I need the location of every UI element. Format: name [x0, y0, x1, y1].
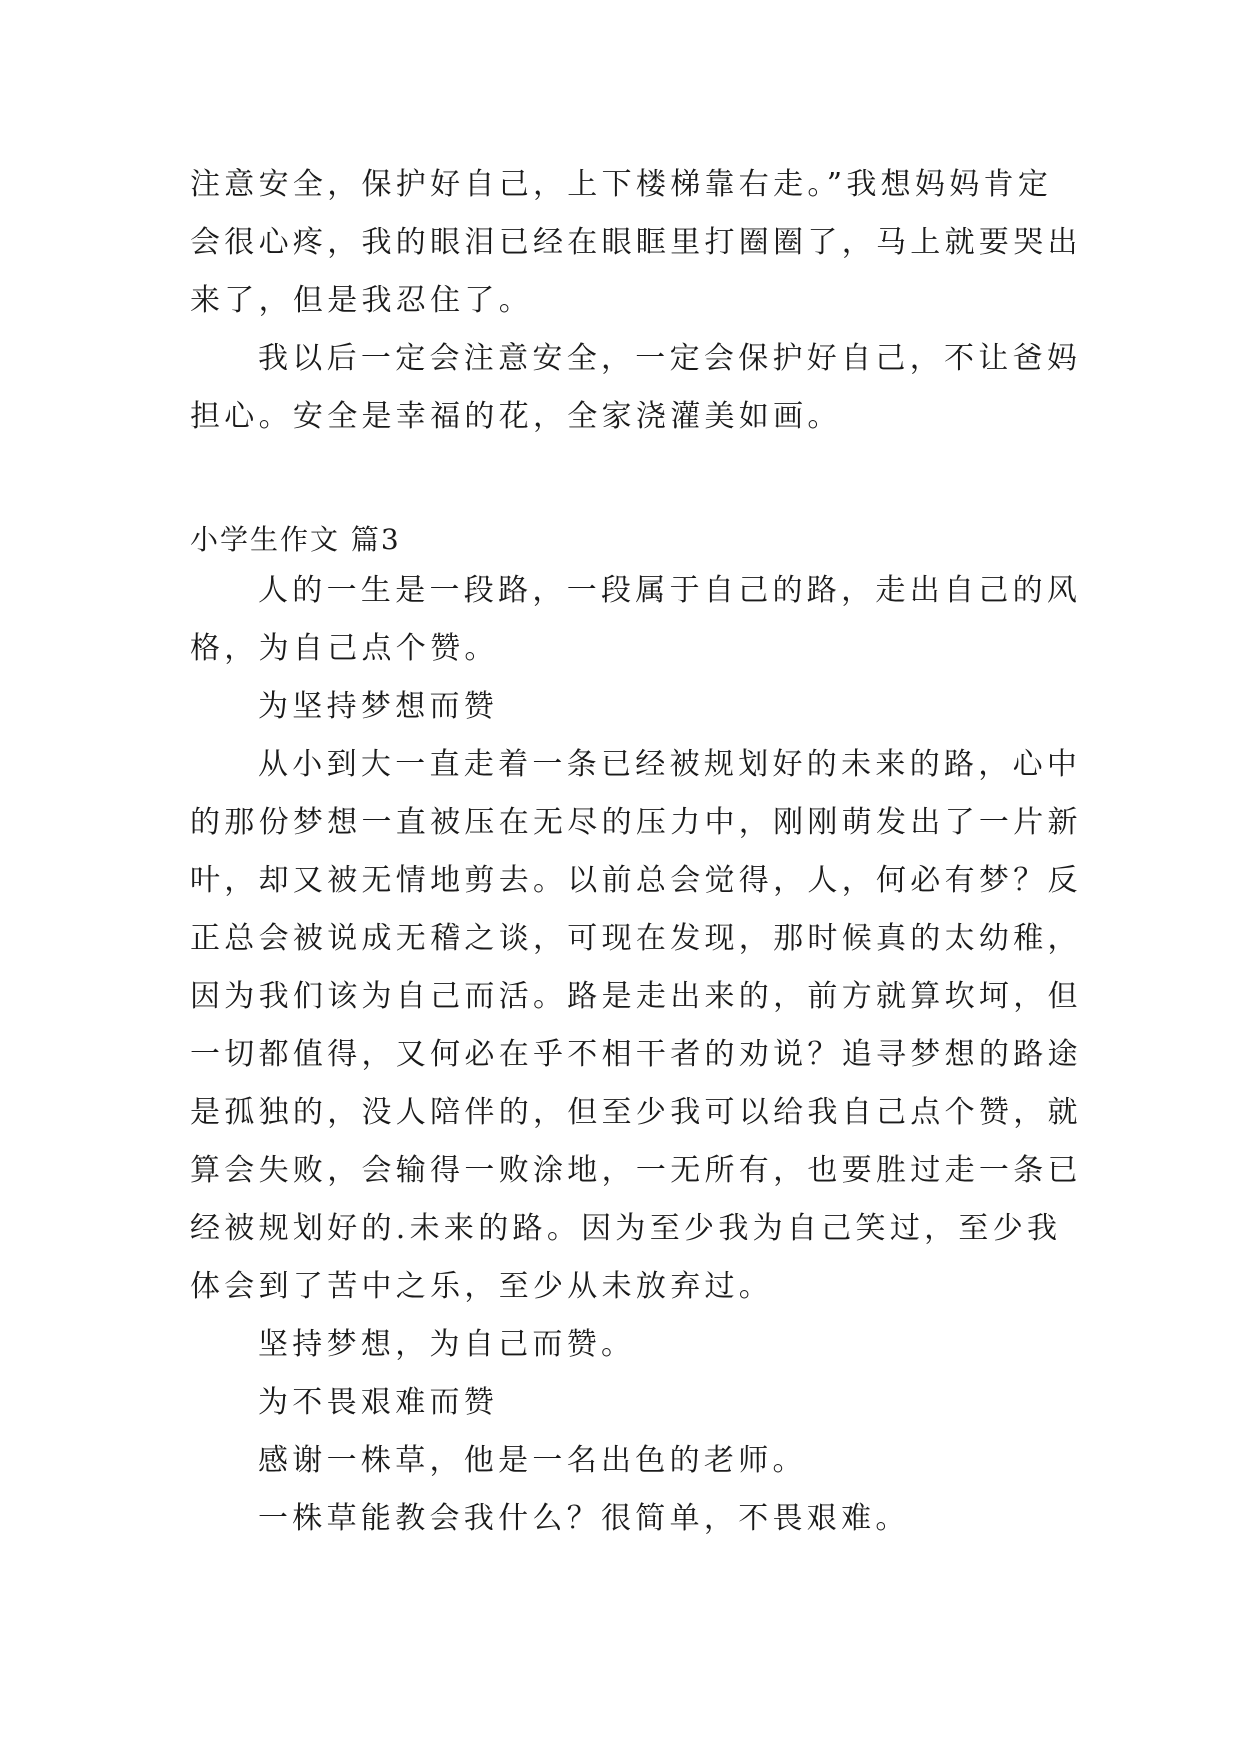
text-line: 体会到了苦中之乐，至少从未放弃过。: [190, 1269, 774, 1304]
text-line: 会很心疼，我的眼泪已经在眼眶里打圈圈了，马上就要哭出: [190, 225, 1082, 260]
text-line: 算会失败，会输得一败涂地，一无所有，也要胜过走一条已: [190, 1153, 1082, 1188]
text-line: 因为我们该为自己而活。路是走出来的，前方就算坎坷，但: [190, 979, 1082, 1014]
text-line: 经被规划好的.未来的路。因为至少我为自己笑过，至少我: [190, 1211, 1062, 1246]
text-line: 叶，却又被无情地剪去。以前总会觉得，人，何必有梦？反: [190, 863, 1082, 898]
text-line: 是孤独的，没人陪伴的，但至少我可以给我自己点个赞，就: [190, 1095, 1082, 1130]
subheading-hardship: 为不畏艰难而赞: [258, 1385, 499, 1420]
essay-body: [190, 562, 1082, 1548]
text-line: 担心。安全是幸福的花，全家浇灌美如画。: [190, 399, 842, 434]
paragraph-safety-conclusion: [190, 330, 1082, 446]
text-line: 从小到大一直走着一条已经被规划好的未来的路，心中: [258, 747, 1082, 782]
text-line: 格，为自己点个赞。: [190, 631, 499, 666]
text-line: 来了，但是我忍住了。: [190, 283, 533, 318]
text-line: 人的一生是一段路，一段属于自己的路，走出自己的风: [258, 573, 1082, 608]
text-line: 感谢一株草，他是一名出色的老师。: [258, 1443, 807, 1478]
text-line: 的那份梦想一直被压在无尽的压力中，刚刚萌发出了一片新: [190, 805, 1082, 840]
subheading-dream: 为坚持梦想而赞: [258, 689, 499, 724]
text-line: 坚持梦想，为自己而赞。: [258, 1327, 636, 1362]
paragraph-safety-ending: [190, 156, 1082, 330]
text-line: 一切都值得，又何必在乎不相干者的劝说？追寻梦想的路途: [190, 1037, 1082, 1072]
text-line: 注意安全，保护好自己，上下楼梯靠右走。”我想妈妈肯定: [190, 167, 1053, 202]
text-line: 我以后一定会注意安全，一定会保护好自己，不让爸妈: [258, 341, 1082, 376]
section-title: 小学生作文 篇3: [190, 523, 401, 556]
text-line: 正总会被说成无稽之谈，可现在发现，那时候真的太幼稚，: [190, 921, 1082, 956]
text-line: 一株草能教会我什么？很简单，不畏艰难。: [258, 1501, 910, 1536]
